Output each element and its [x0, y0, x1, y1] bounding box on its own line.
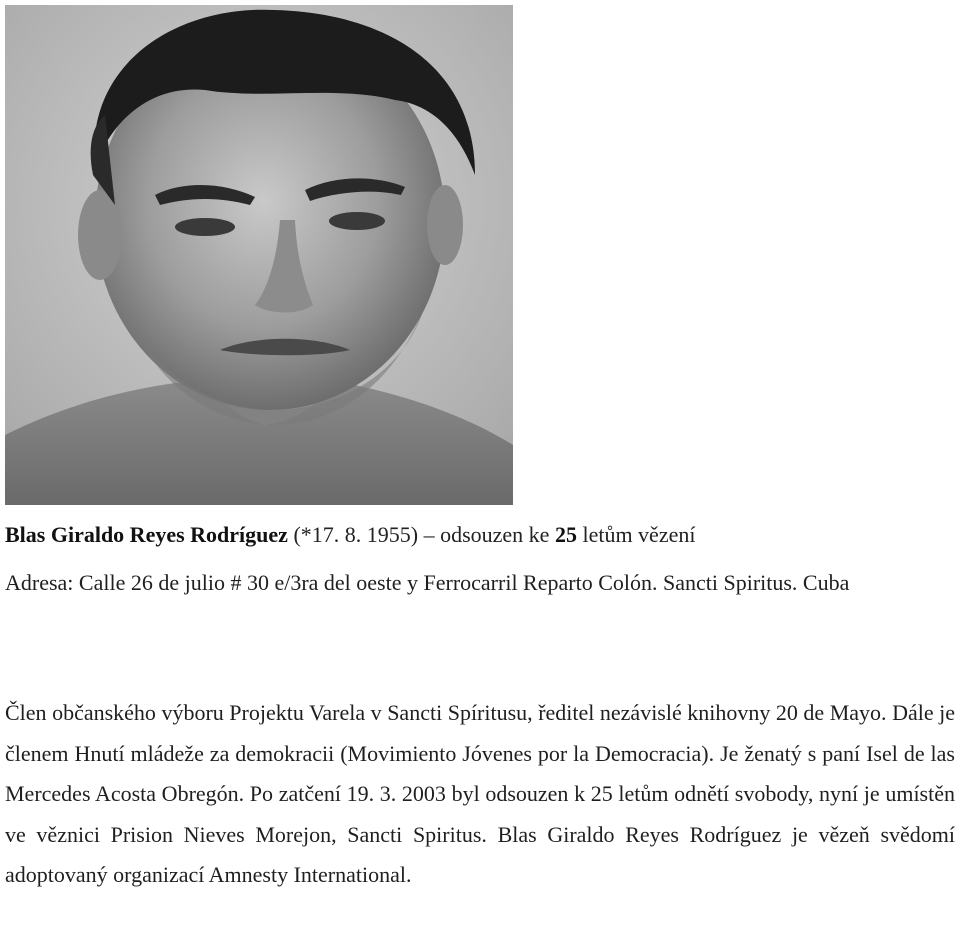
person-name: Blas Giraldo Reyes Rodríguez [5, 522, 288, 547]
sentence-prefix: – odsouzen ke [423, 522, 550, 547]
sentence-suffix: letům vězení [582, 522, 696, 547]
portrait-photo [5, 5, 513, 505]
birth-date: (*17. 8. 1955) [293, 522, 419, 547]
caption-line [5, 520, 695, 550]
portrait-icon [5, 5, 513, 505]
address-text: Adresa: Calle 26 de julio # 30 e/3ra del oeste y Ferrocarril Reparto Colón. Sancti Spiritus. Cuba [5, 570, 850, 595]
sentence-years: 25 [554, 522, 577, 547]
biography-paragraph: Člen občanského výboru Projektu Varela v Sancti Spíritusu, ředitel nezávislé knihovny 20 de Mayo. Dále je členem Hnutí mládeže za demokracii (Movimiento Jóvenes por la Democracia). Je ženatý s paní Isel de las Mercedes Acosta Obregón. Po zatčení 19. 3. 2003 byl odsouzen k 25 letům odnětí svobody, nyní je umístěn ve věznici Prision Nieves Morejon, Sancti Spiritus. Blas Giraldo Reyes Rodríguez je vězeň svědomí adoptovaný organizací Amnesty International. [5, 700, 955, 887]
